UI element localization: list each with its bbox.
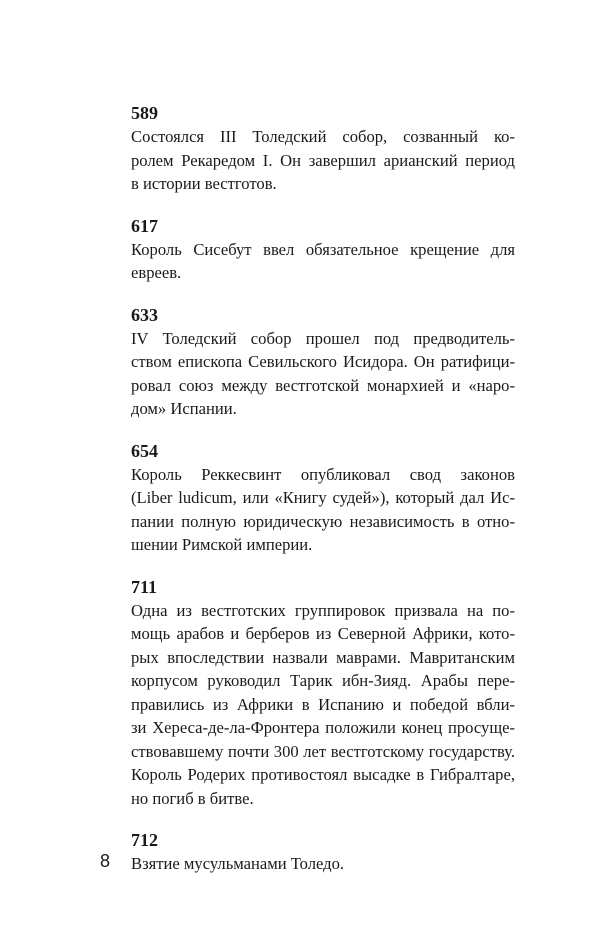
entry-text bbox=[131, 852, 515, 876]
text-line: ровал союз между вестготской монархией и «наро- bbox=[131, 375, 515, 395]
text-line: корпусом руководил Тарик ибн-Зияд. Арабы пере- bbox=[131, 671, 515, 690]
chronology-entry-654 bbox=[131, 439, 515, 557]
entry-year: 654 bbox=[131, 440, 158, 461]
text-line: Состоялся III Толедский собор, созванный ко- bbox=[131, 127, 515, 146]
text-line: Король Родерих противостоял высадке в Гибралтаре, bbox=[131, 765, 515, 784]
entry-text bbox=[131, 327, 515, 421]
text-line: Взятие мусульманами Толедо. bbox=[131, 854, 345, 873]
text-line: (Liber ludicum, или «Книгу судей»), который дал Ис- bbox=[131, 488, 515, 507]
chronology-entry-633 bbox=[131, 303, 515, 421]
chronology-entry-711 bbox=[131, 575, 515, 811]
text-line: в истории вестготов. bbox=[131, 174, 277, 193]
text-line: мощь арабов и берберов из Северной Африки, кото- bbox=[131, 624, 515, 643]
entry-year: 633 bbox=[131, 304, 158, 325]
entry-text bbox=[131, 599, 515, 811]
entry-year: 712 bbox=[131, 830, 158, 850]
text-line: пании полную юридическую независимость в отно- bbox=[131, 511, 515, 531]
chronology-entry-617 bbox=[131, 214, 515, 285]
text-line: Одна из вестготских группировок призвала на по- bbox=[131, 600, 515, 620]
text-line: ством епископа Севильского Исидора. Он ратифици- bbox=[131, 352, 515, 371]
chronology-entry-589 bbox=[131, 101, 515, 196]
entry-text bbox=[131, 463, 515, 557]
entry-year: 617 bbox=[131, 215, 158, 236]
text-line: Король Реккесвинт опубликовал свод законов bbox=[131, 464, 515, 484]
entry-year: 589 bbox=[131, 103, 158, 123]
entry-year: 711 bbox=[131, 576, 158, 597]
text-line: Король Сисебут ввел обязательное крещение для bbox=[131, 239, 515, 259]
text-line: рых впоследствии назвали маврами. Мавританским bbox=[131, 647, 515, 667]
chronology-page bbox=[131, 101, 515, 894]
text-line: евреев. bbox=[131, 263, 182, 282]
text-line: но погиб в битве. bbox=[131, 788, 254, 808]
text-line: дом» Испании. bbox=[131, 399, 237, 418]
text-line: правились из Африки в Испанию и победой вбли- bbox=[131, 694, 515, 714]
text-line: зи Хереса-де-ла-Фронтера положили конец просуще- bbox=[131, 718, 515, 737]
text-line: ствовавшему почти 300 лет вестготскому государству. bbox=[131, 741, 515, 761]
text-line: шении Римской империи. bbox=[131, 535, 313, 554]
text-line: IV Толедский собор прошел под предводитель- bbox=[131, 328, 515, 348]
chronology-entry-712 bbox=[131, 828, 515, 876]
entry-text bbox=[131, 238, 515, 285]
entry-text bbox=[131, 125, 515, 196]
text-line: ролем Рекаредом I. Он завершил арианский период bbox=[131, 150, 515, 170]
page-number: 8 bbox=[100, 851, 111, 871]
